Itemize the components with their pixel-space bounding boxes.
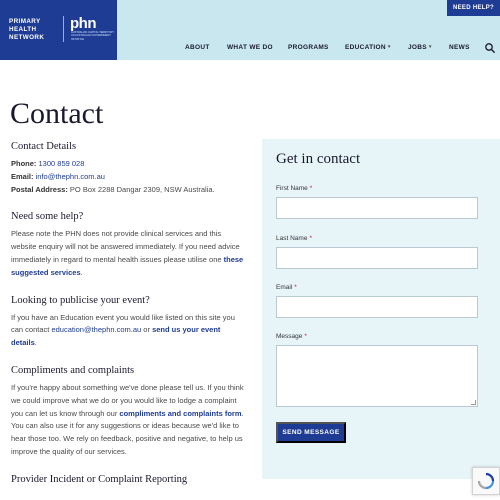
email-field-label: Email * — [276, 284, 297, 291]
publicise-body: If you have an Education event you would like listed on this site you can contact — [11, 312, 235, 335]
recaptcha-icon — [473, 468, 499, 494]
email-field[interactable] — [276, 296, 478, 318]
message-label: Message * — [276, 333, 307, 340]
message-field[interactable] — [276, 345, 478, 407]
phone-label: Phone: — [11, 159, 37, 168]
phone-link[interactable]: 1300 859 028 — [38, 159, 85, 168]
postal-row — [11, 184, 246, 197]
email-row — [11, 171, 246, 184]
chevron-down-icon: ▾ — [428, 44, 432, 50]
publicise-end: . — [34, 338, 37, 348]
nav-item-education[interactable] — [345, 34, 391, 60]
contact-form — [262, 139, 500, 479]
need-help-button[interactable]: NEED HELP? — [447, 0, 500, 16]
nav-item-programs[interactable]: PROGRAMS — [288, 43, 329, 51]
education-email-link[interactable]: education@thephn.com.au — [51, 325, 142, 335]
resize-handle-icon[interactable] — [471, 400, 476, 405]
page-title: Contact — [10, 97, 104, 130]
need-help-end: . — [80, 267, 83, 277]
contact-info-column — [11, 140, 246, 486]
postal-address: PO Box 2288 Dangar 2309, NSW Australia. — [69, 184, 215, 194]
incident-heading: Provider Incident or Complaint Reporting — [11, 473, 188, 485]
first-name-label: First Name * — [276, 185, 313, 192]
logo-subtitle: AUSTRALIAN CAPITAL TERRITORY AN AUSTRALIAN GOVERNMENT INITIATIVE — [71, 31, 115, 41]
suggested-services-link[interactable]: these suggested services — [11, 254, 244, 277]
form-title: Get in contact — [276, 151, 361, 167]
last-name-field[interactable] — [276, 247, 478, 269]
contact-details-heading: Contact Details — [11, 141, 77, 152]
nav-item-what-we-do[interactable]: WHAT WE DO — [227, 43, 273, 51]
compliments-heading: Compliments and complaints — [11, 364, 135, 376]
phone-row — [11, 158, 246, 171]
send-event-details-link[interactable]: send us your event details — [11, 325, 221, 348]
nav-item-about[interactable]: ABOUT — [185, 43, 210, 51]
need-help-text — [11, 228, 246, 279]
compliments-body-end: . You can also use it for any suggestions or ideas because we'd like to hear those too. We rely on feedback, positive and negative, to help us improve the quality of our services. — [11, 408, 244, 456]
search-icon[interactable] — [484, 41, 496, 53]
nav-item-jobs-label: JOBS — [408, 43, 427, 51]
publicise-text — [11, 312, 246, 350]
compliments-text — [11, 382, 246, 459]
site-logo[interactable] — [0, 0, 117, 60]
complaints-form-link[interactable]: compliments and complaints form — [119, 408, 242, 418]
need-help-heading: Need some help? — [11, 211, 84, 223]
need-help-body: Please note the PHN does not provide clinical services and this website enquiry will not be answered immediately. If you need advice immediately in regard to mental health issues please utilise one — [11, 229, 240, 264]
nav-item-jobs[interactable] — [408, 34, 432, 60]
site-header — [0, 0, 500, 60]
logo-wordmark: PRIMARY HEALTH NETWORK — [9, 18, 45, 41]
postal-label: Postal Address: — [11, 184, 68, 194]
first-name-field[interactable] — [276, 197, 478, 219]
email-link[interactable]: info@thephn.com.au — [35, 171, 105, 181]
nav-item-news[interactable]: NEWS — [449, 43, 470, 51]
compliments-body: If you're happy about something we've done please tell us. If you think we could improve what we do or you would like to lodge a complaint you can let us know through our — [11, 382, 244, 418]
send-message-button[interactable]: SEND MESSAGE — [276, 422, 346, 443]
nav-item-education-label: EDUCATION — [345, 43, 386, 51]
logo-phn: phn — [70, 15, 96, 32]
publicise-or: or — [141, 325, 153, 335]
recaptcha-badge[interactable] — [472, 467, 500, 495]
email-label: Email: — [11, 171, 34, 181]
chevron-down-icon: ▾ — [387, 44, 391, 50]
publicise-heading: Looking to publicise your event? — [11, 294, 150, 306]
logo-divider — [63, 16, 64, 42]
last-name-label: Last Name * — [276, 235, 312, 242]
main-nav — [177, 34, 500, 60]
